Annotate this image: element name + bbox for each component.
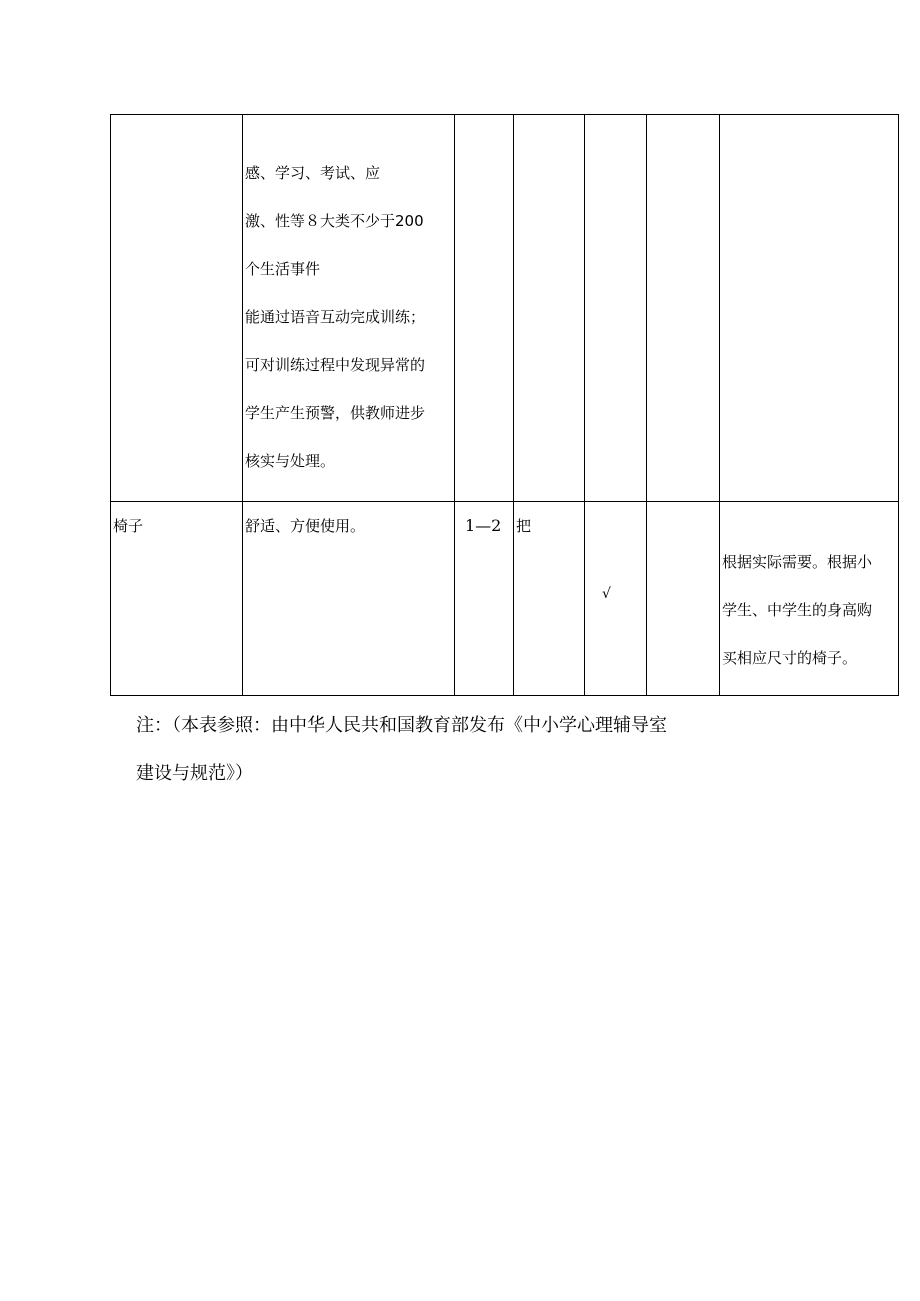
description-line: 核实与处理。 <box>245 452 336 470</box>
remark-cell <box>720 115 899 502</box>
extra-cell <box>647 502 720 696</box>
unit-cell <box>514 502 585 696</box>
description-line: 激、性等８大类不少于200 <box>245 212 424 230</box>
item-description-cell <box>243 115 455 502</box>
remark-cell <box>720 502 899 696</box>
item-description: 舒适、方便使用。 <box>245 517 366 535</box>
item-name-cell <box>111 115 243 502</box>
item-description-cell <box>243 502 455 696</box>
remark-line: 学生、中学生的身高购 <box>722 601 873 619</box>
description-line: 学生产生预警，供教师进步 <box>245 404 426 422</box>
item-name: 椅子 <box>113 517 144 535</box>
check-cell <box>585 115 647 502</box>
footnote-line: 注：（本表参照：由中华人民共和国教育部发布《中小学心理辅导室 <box>136 715 667 736</box>
checkmark-icon: √ <box>602 586 611 602</box>
table-row <box>111 502 899 696</box>
description-line: 能通过语音互动完成训练； <box>245 308 426 326</box>
unit-cell <box>514 115 585 502</box>
equipment-spec-table <box>110 114 899 696</box>
item-quantity: 1—2 <box>465 516 502 535</box>
quantity-cell <box>455 502 514 696</box>
remark-line: 买相应尺寸的椅子。 <box>722 649 858 667</box>
description-line: 可对训练过程中发现异常的 <box>245 356 426 374</box>
description-line: 个生活事件 <box>245 260 321 278</box>
table-footnote <box>136 702 667 798</box>
table-row <box>111 115 899 502</box>
description-line: 感、学习、考试、应 <box>245 164 381 182</box>
quantity-cell <box>455 115 514 502</box>
item-unit: 把 <box>516 517 532 535</box>
check-cell <box>585 502 647 696</box>
remark-line: 根据实际需要。根据小 <box>722 553 873 571</box>
item-name-cell <box>111 502 243 696</box>
footnote-line: 建设与规范》） <box>136 763 253 784</box>
extra-cell <box>647 115 720 502</box>
